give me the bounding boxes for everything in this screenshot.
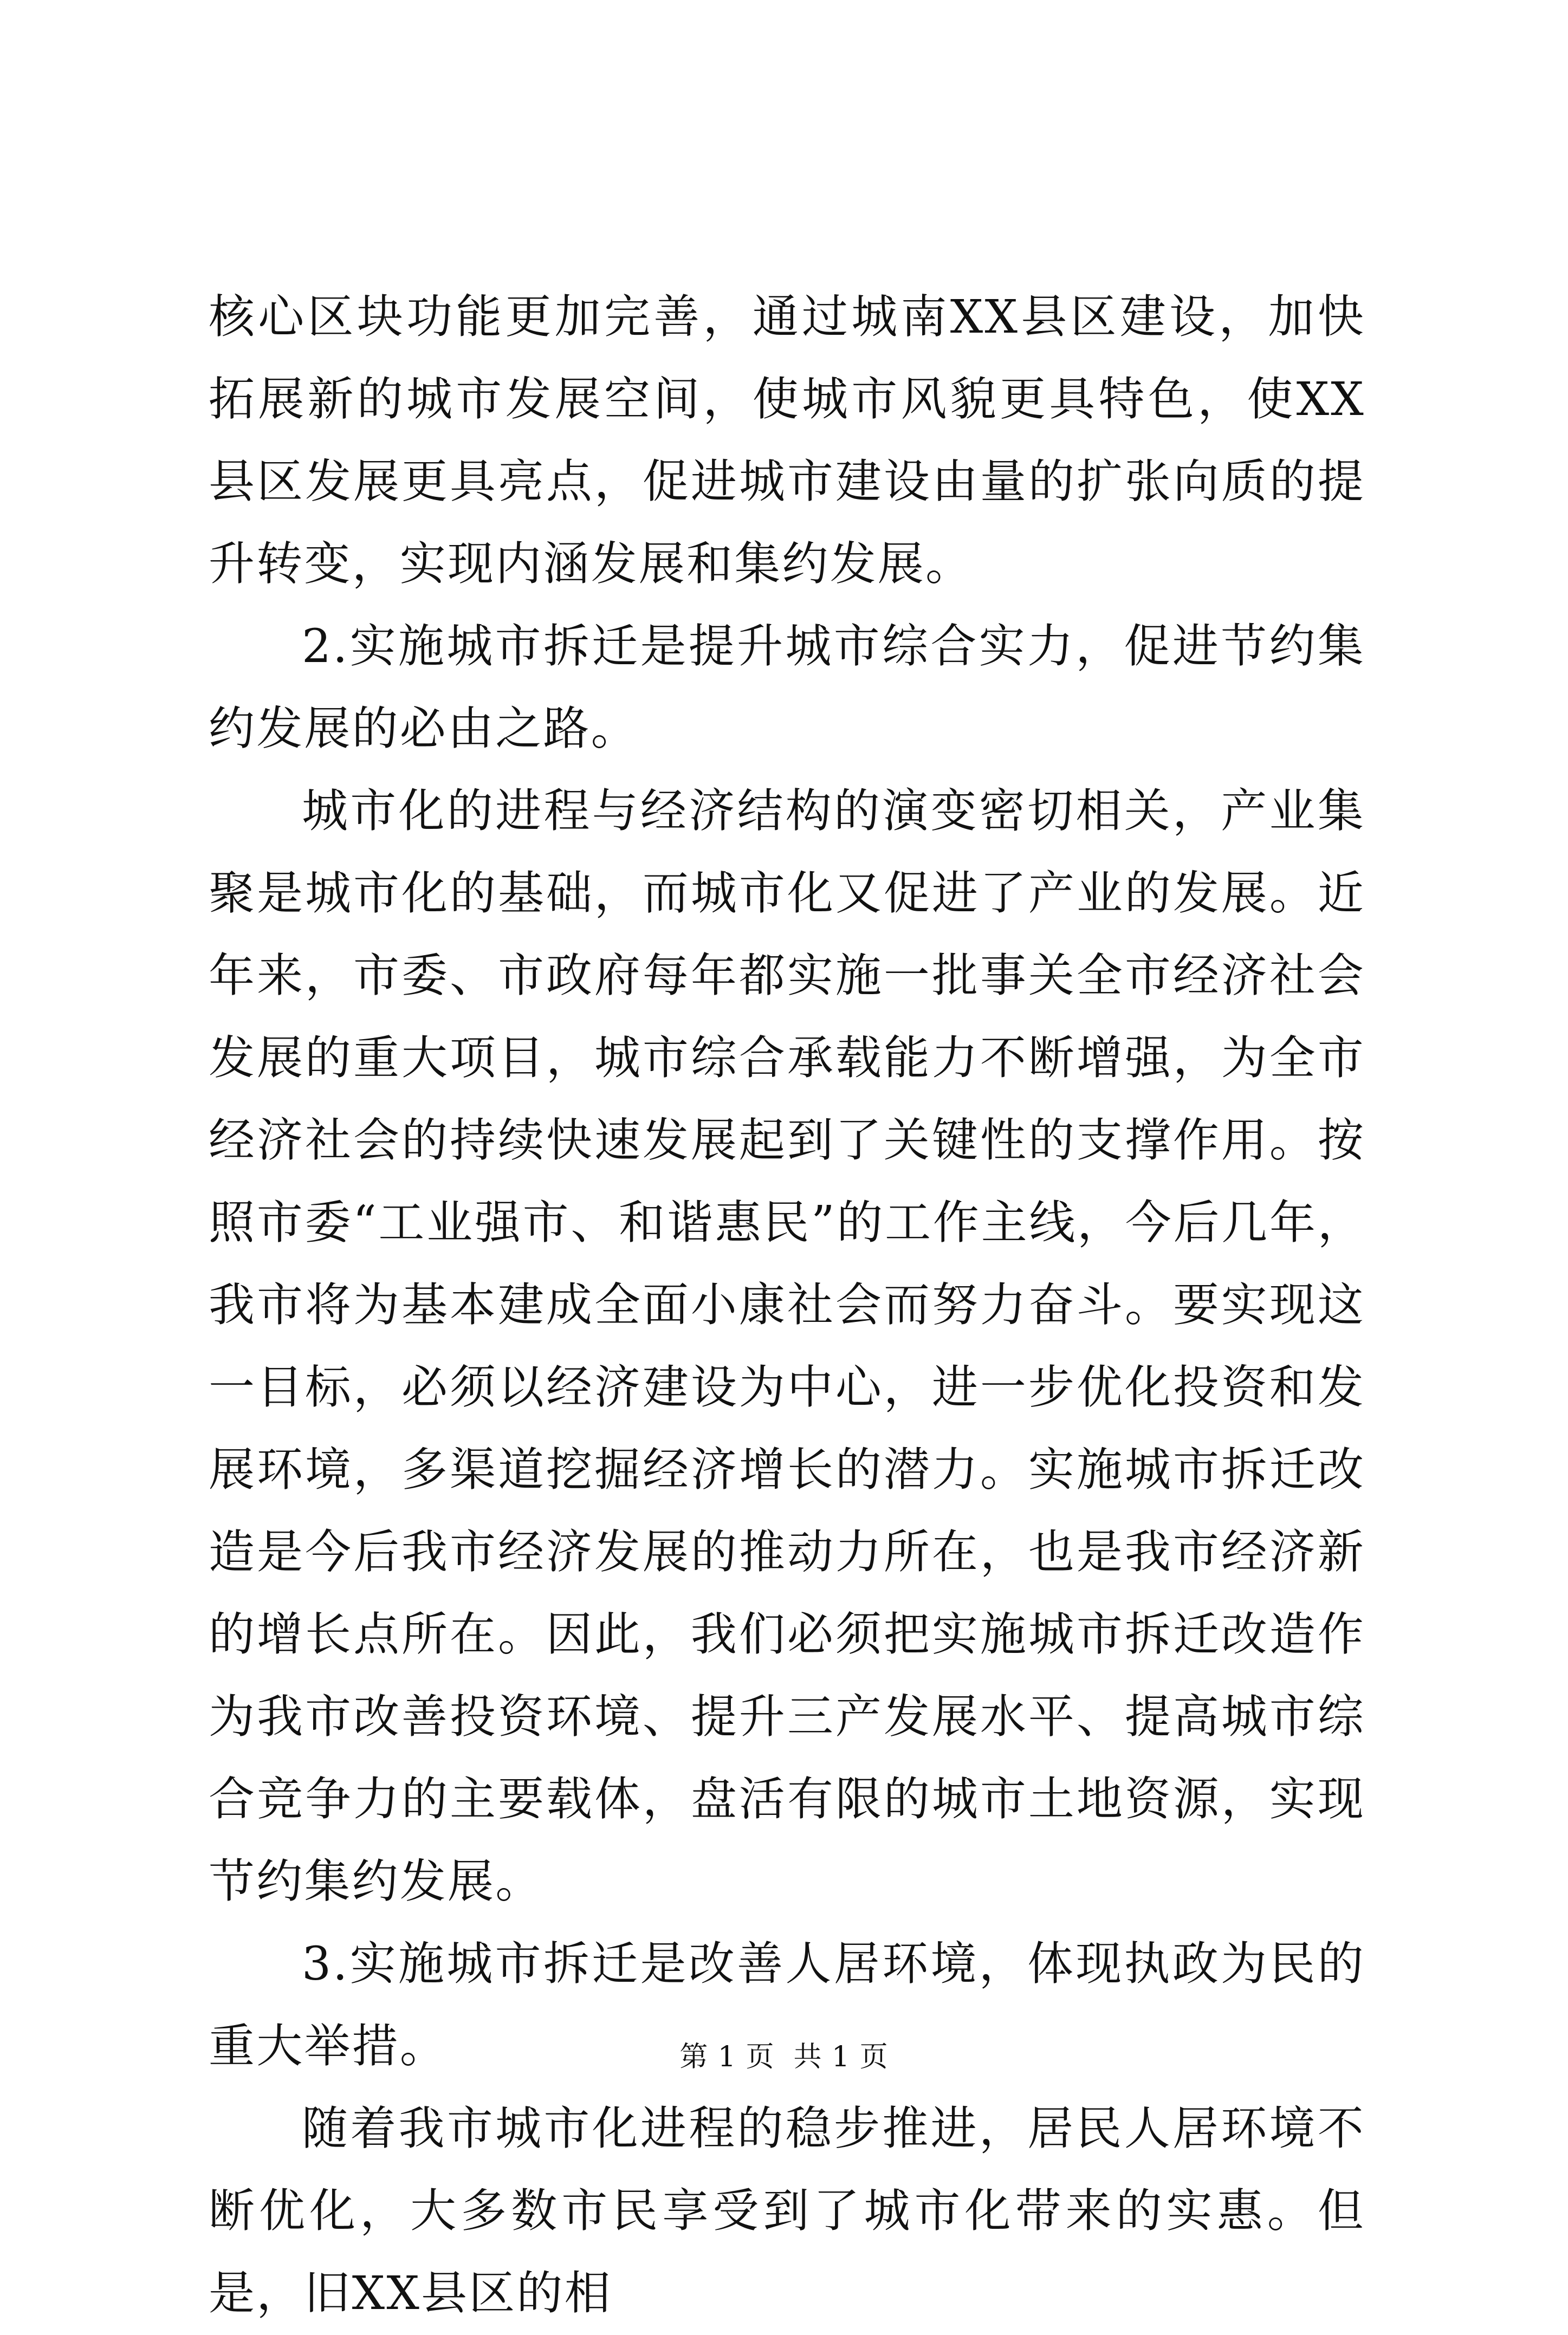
section-heading-3: 3.实施城市拆迁是改善人居环境，体现执政为民的重大举措。 [209,1937,1365,2073]
section-heading-2: 2.实施城市拆迁是提升城市综合实力，促进节约集约发展的必由之路。 [209,620,1365,756]
paragraph-continuation: 核心区块功能更加完善，通过城南XX县区建设，加快拓展新的城市发展空间，使城市风貌更具特色，使XX县区发展更具亮点，促进城市建设由量的扩张向质的提升转变，实现内涵发展和集约发展。 [209,290,1365,591]
paragraph-urbanization: 城市化的进程与经济结构的演变密切相关，产业集聚是城市化的基础，而城市化又促进了产业的发展。近年来，市委、市政府每年都实施一批事关全市经济社会发展的重大项目，城市综合承载能力不断增强，为全市经济社会的持续快速发展起到了关键性的支撑作用。按照市委“工业强市、和谐惠民”的工作主线，今后几年，我市将为基本建成全面小康社会而努力奋斗。要实现这一目标，必须以经济建设为中心，进一步优化投资和发展环境，多渠道挖掘经济增长的潜力。实施城市拆迁改造是今后我市经济发展的推动力所在，也是我市经济新的增长点所在。因此，我们必须把实施城市拆迁改造作为我市改善投资环境、提升三产发展水平、提高城市综合竞争力的主要载体，盘活有限的城市土地资源，实现节约集约发展。 [209,784,1365,1909]
paragraph-living-environment: 随着我市城市化进程的稳步推进，居民人居环境不断优化，大多数市民享受到了城市化带来的实惠。但是，旧XX县区的相 [209,2102,1365,2320]
page-footer [0,2038,1568,2076]
page-number-label: 第 1 页 共 1 页 [679,2041,889,2073]
document-body [209,276,1365,2335]
